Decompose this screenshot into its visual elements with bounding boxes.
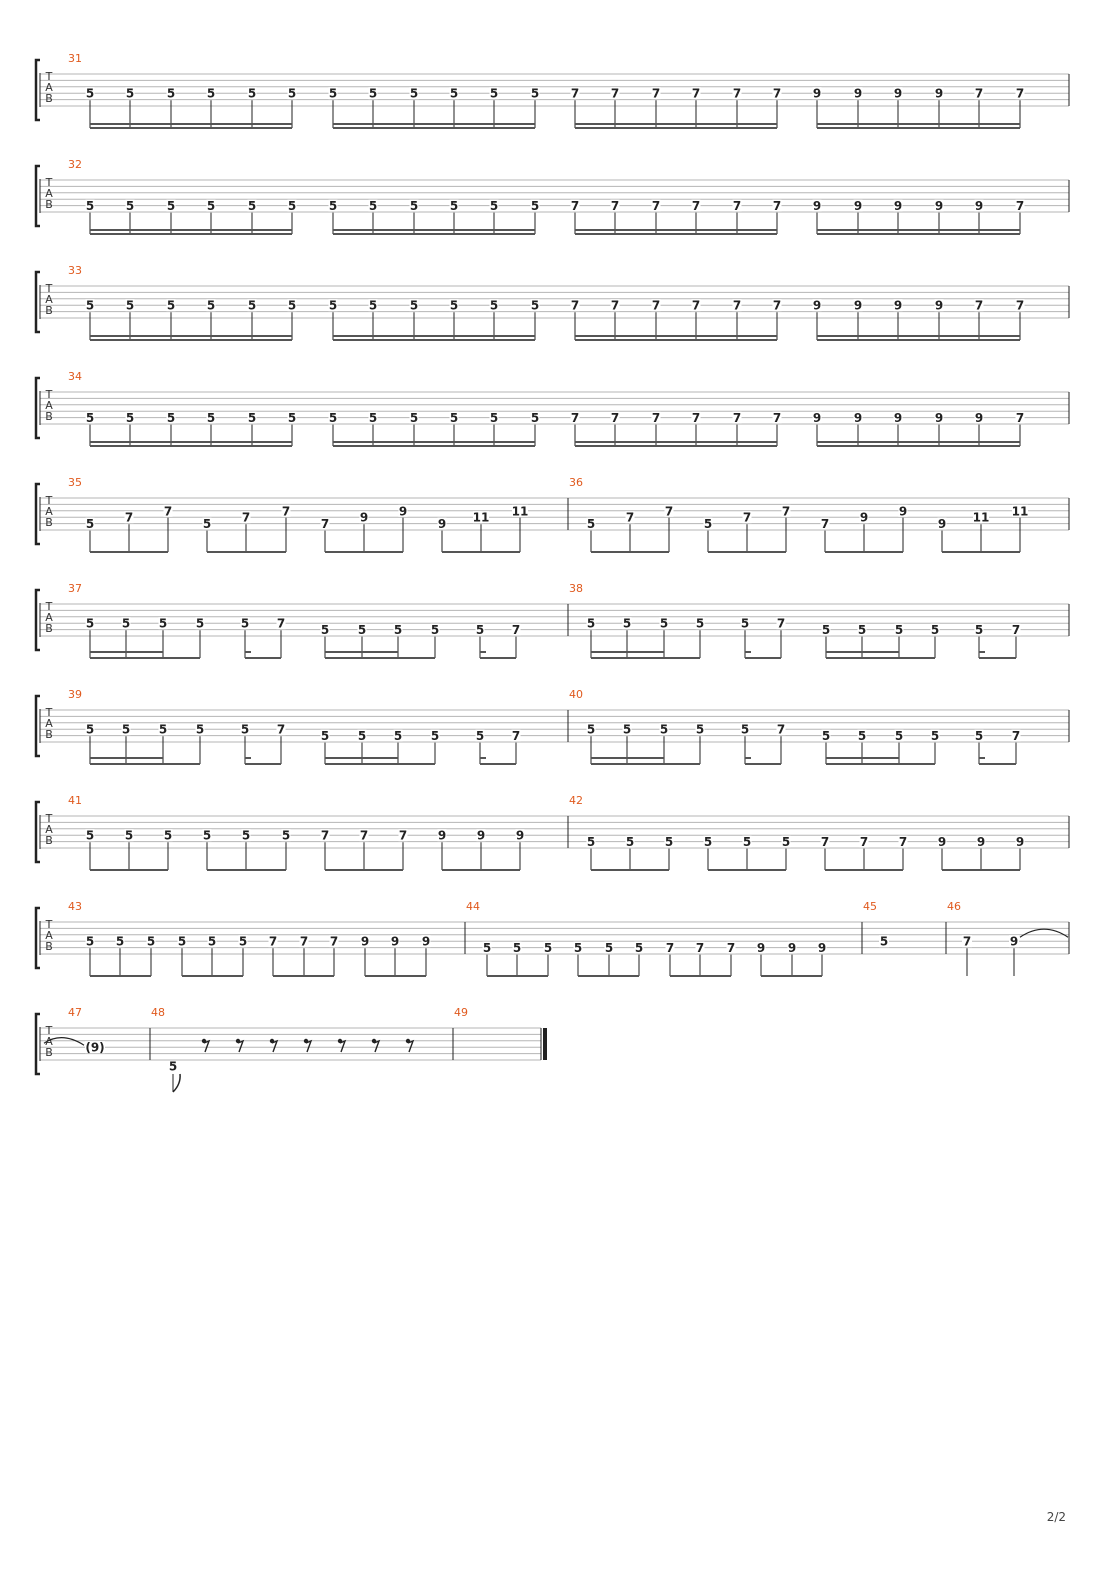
fret-number: 5 xyxy=(281,828,291,843)
fret-number: 9 xyxy=(817,941,827,956)
fret-number: 9 xyxy=(893,86,903,101)
fret-number: 11 xyxy=(1011,504,1029,519)
fret-number: 9 xyxy=(398,504,408,519)
fret-number: 5 xyxy=(489,411,499,426)
tab-clef-letter: B xyxy=(45,516,53,529)
fret-number: 5 xyxy=(287,86,297,101)
measure-number: 31 xyxy=(68,52,82,65)
fret-number: 5 xyxy=(146,934,156,949)
fret-number: 5 xyxy=(368,411,378,426)
eighth-rest-stem xyxy=(272,1041,277,1052)
fret-number: 7 xyxy=(732,199,742,214)
fret-number: 5 xyxy=(247,199,257,214)
fret-number: 5 xyxy=(622,722,632,737)
fret-number: 9 xyxy=(974,411,984,426)
fret-number: 5 xyxy=(695,616,705,631)
fret-number: 5 xyxy=(449,86,459,101)
tie-arc xyxy=(1020,929,1068,937)
fret-number: 5 xyxy=(158,616,168,631)
fret-number: 5 xyxy=(659,616,669,631)
fret-number: 5 xyxy=(930,729,940,744)
eighth-rest-stem xyxy=(204,1041,209,1052)
fret-number: 5 xyxy=(634,941,644,956)
fret-number: 5 xyxy=(530,86,540,101)
fret-number: 5 xyxy=(409,199,419,214)
measure-number: 37 xyxy=(68,582,82,595)
fret-number: 9 xyxy=(1015,835,1025,850)
system-bracket xyxy=(36,378,40,438)
fret-number: 9 xyxy=(476,828,486,843)
fret-number: 5 xyxy=(703,835,713,850)
fret-number: 5 xyxy=(512,941,522,956)
fret-number: 5 xyxy=(586,722,596,737)
fret-number: 5 xyxy=(320,623,330,638)
fret-number: 5 xyxy=(287,411,297,426)
fret-number: 9 xyxy=(812,298,822,313)
fret-number: 9 xyxy=(812,411,822,426)
fret-number: 7 xyxy=(726,941,736,956)
fret-number: 5 xyxy=(430,729,440,744)
fret-number: 7 xyxy=(820,835,830,850)
fret-number: 5 xyxy=(125,199,135,214)
fret-number: 7 xyxy=(732,86,742,101)
fret-number: 5 xyxy=(695,722,705,737)
fret-number: 5 xyxy=(742,835,752,850)
note-flag xyxy=(173,1074,180,1092)
measure-number: 49 xyxy=(454,1006,468,1019)
fret-number: 5 xyxy=(206,298,216,313)
tab-clef-letter: A xyxy=(45,611,53,624)
fret-number: 7 xyxy=(511,623,521,638)
fret-number: 5 xyxy=(393,729,403,744)
fret-number: 7 xyxy=(570,199,580,214)
tab-clef-letter: B xyxy=(45,410,53,423)
fret-number: 5 xyxy=(115,934,125,949)
fret-number: 5 xyxy=(430,623,440,638)
measure-number: 41 xyxy=(68,794,82,807)
fret-number: 5 xyxy=(357,729,367,744)
fret-number: 9 xyxy=(859,510,869,525)
fret-number: 5 xyxy=(930,623,940,638)
fret-number: 5 xyxy=(659,722,669,737)
measure-number: 42 xyxy=(569,794,583,807)
tab-clef-letter: B xyxy=(45,622,53,635)
fret-number: 5 xyxy=(124,828,134,843)
fret-number: 5 xyxy=(166,199,176,214)
tab-clef-letter: A xyxy=(45,1035,53,1048)
fret-number: 5 xyxy=(475,729,485,744)
fret-number: 5 xyxy=(195,722,205,737)
fret-number: 9 xyxy=(853,411,863,426)
fret-number: 7 xyxy=(691,411,701,426)
fret-number: 7 xyxy=(610,298,620,313)
fret-number: 5 xyxy=(409,86,419,101)
system-bracket xyxy=(36,272,40,332)
fret-number: 7 xyxy=(163,504,173,519)
measure-number: 32 xyxy=(68,158,82,171)
fret-number: 5 xyxy=(85,616,95,631)
tab-clef-letter: A xyxy=(45,823,53,836)
fret-number: 5 xyxy=(287,199,297,214)
fret-number: 7 xyxy=(276,722,286,737)
tab-clef-letter: B xyxy=(45,834,53,847)
system-bracket xyxy=(36,166,40,226)
fret-number: 5 xyxy=(974,729,984,744)
fret-number: 7 xyxy=(281,504,291,519)
eighth-rest-stem xyxy=(374,1041,379,1052)
fret-number: 9 xyxy=(812,86,822,101)
fret-number: 9 xyxy=(853,86,863,101)
fret-number: 5 xyxy=(586,835,596,850)
fret-number: 5 xyxy=(202,828,212,843)
fret-number: 7 xyxy=(776,722,786,737)
fret-number: 9 xyxy=(976,835,986,850)
fret-number: 7 xyxy=(776,616,786,631)
fret-number: 5 xyxy=(894,729,904,744)
fret-number: 5 xyxy=(240,616,250,631)
system-bracket xyxy=(36,1014,40,1074)
fret-number: 5 xyxy=(821,623,831,638)
fret-number: 7 xyxy=(691,298,701,313)
eighth-rest-stem xyxy=(340,1041,345,1052)
fret-number: 5 xyxy=(573,941,583,956)
fret-number: 5 xyxy=(530,298,540,313)
fret-number: 7 xyxy=(570,86,580,101)
fret-number: 7 xyxy=(320,828,330,843)
tab-clef-letter: B xyxy=(45,198,53,211)
measure-number: 38 xyxy=(569,582,583,595)
fret-number: 5 xyxy=(85,934,95,949)
fret-number: 7 xyxy=(625,510,635,525)
fret-number: 5 xyxy=(586,616,596,631)
fret-number: 5 xyxy=(740,722,750,737)
fret-number: 5 xyxy=(247,298,257,313)
fret-number: 5 xyxy=(328,86,338,101)
fret-number: 5 xyxy=(168,1059,178,1074)
fret-number: 7 xyxy=(974,86,984,101)
system-bracket xyxy=(36,802,40,862)
fret-number: 5 xyxy=(177,934,187,949)
tab-clef-letter: B xyxy=(45,1046,53,1059)
fret-number: 9 xyxy=(515,828,525,843)
fret-number: 7 xyxy=(651,411,661,426)
fret-number: 5 xyxy=(449,199,459,214)
measure-number: 44 xyxy=(466,900,480,913)
fret-number: 9 xyxy=(934,298,944,313)
measure-number: 43 xyxy=(68,900,82,913)
fret-number: 5 xyxy=(489,199,499,214)
tab-clef-letter: T xyxy=(45,600,53,613)
fret-number: 7 xyxy=(772,199,782,214)
fret-number: 7 xyxy=(610,86,620,101)
fret-number: 11 xyxy=(972,510,990,525)
fret-number: 5 xyxy=(857,623,867,638)
fret-number: 5 xyxy=(287,298,297,313)
fret-number: 5 xyxy=(974,623,984,638)
fret-number: 5 xyxy=(166,411,176,426)
fret-number: 5 xyxy=(622,616,632,631)
measure-number: 35 xyxy=(68,476,82,489)
fret-number: 5 xyxy=(121,616,131,631)
fret-number: 5 xyxy=(125,298,135,313)
fret-number: 5 xyxy=(586,517,596,532)
tab-clef-letter: A xyxy=(45,929,53,942)
fret-number: 9 xyxy=(893,298,903,313)
fret-number: 9 xyxy=(853,298,863,313)
fret-number: 7 xyxy=(742,510,752,525)
fret-number: 7 xyxy=(398,828,408,843)
fret-number: 5 xyxy=(482,941,492,956)
fret-number: 7 xyxy=(664,504,674,519)
fret-number: 5 xyxy=(543,941,553,956)
fret-number: 11 xyxy=(511,504,529,519)
tab-clef-letter: A xyxy=(45,717,53,730)
fret-number: 7 xyxy=(651,298,661,313)
fret-number: 5 xyxy=(328,298,338,313)
measure-number: 39 xyxy=(68,688,82,701)
final-thick-barline xyxy=(543,1028,547,1060)
fret-number: 9 xyxy=(934,86,944,101)
tab-clef-letter: T xyxy=(45,70,53,83)
fret-number: 7 xyxy=(511,729,521,744)
fret-number: 7 xyxy=(781,504,791,519)
fret-number: 7 xyxy=(610,199,620,214)
fret-number: 7 xyxy=(859,835,869,850)
system-bracket xyxy=(36,590,40,650)
fret-number: 5 xyxy=(163,828,173,843)
fret-number: 11 xyxy=(472,510,490,525)
fret-number: 5 xyxy=(368,199,378,214)
fret-number: 7 xyxy=(772,86,782,101)
fret-number: 5 xyxy=(604,941,614,956)
fret-number: 7 xyxy=(241,510,251,525)
page-number: 2/2 xyxy=(1046,1510,1066,1524)
fret-number: 7 xyxy=(1015,199,1025,214)
fret-number: 7 xyxy=(651,86,661,101)
fret-number: 7 xyxy=(974,298,984,313)
fret-number: 5 xyxy=(393,623,403,638)
fret-number: 5 xyxy=(857,729,867,744)
measure-number: 47 xyxy=(68,1006,82,1019)
fret-number: 5 xyxy=(125,411,135,426)
fret-number: 9 xyxy=(390,934,400,949)
fret-number: 5 xyxy=(85,411,95,426)
fret-number: 5 xyxy=(328,411,338,426)
fret-number: 7 xyxy=(962,934,972,949)
fret-number: 5 xyxy=(821,729,831,744)
tab-clef-letter: T xyxy=(45,282,53,295)
tab-clef-letter: T xyxy=(45,176,53,189)
fret-number: 7 xyxy=(124,510,134,525)
fret-number: 7 xyxy=(610,411,620,426)
fret-number: 7 xyxy=(691,199,701,214)
measure-number: 48 xyxy=(151,1006,165,1019)
fret-number: 5 xyxy=(894,623,904,638)
fret-number: 5 xyxy=(703,517,713,532)
tab-clef-letter: B xyxy=(45,728,53,741)
fret-number: 7 xyxy=(276,616,286,631)
fret-number: 5 xyxy=(85,199,95,214)
fret-number: 7 xyxy=(268,934,278,949)
fret-number: 9 xyxy=(934,411,944,426)
measure-number: 45 xyxy=(863,900,877,913)
fret-number: 5 xyxy=(85,517,95,532)
fret-number: 5 xyxy=(328,199,338,214)
fret-number: 5 xyxy=(195,616,205,631)
fret-number: 5 xyxy=(664,835,674,850)
measure-number: 36 xyxy=(569,476,583,489)
system-bracket xyxy=(36,696,40,756)
tab-clef-letter: T xyxy=(45,706,53,719)
tab-clef-letter: T xyxy=(45,494,53,507)
fret-number: 9 xyxy=(421,934,431,949)
tab-clef-letter: A xyxy=(45,399,53,412)
eighth-rest-stem xyxy=(408,1041,413,1052)
fret-number: 5 xyxy=(202,517,212,532)
fret-number: 7 xyxy=(1011,623,1021,638)
fret-number: 5 xyxy=(368,86,378,101)
fret-number: 5 xyxy=(85,86,95,101)
eighth-rest-stem xyxy=(306,1041,311,1052)
fret-number: 5 xyxy=(247,411,257,426)
fret-number: 7 xyxy=(772,298,782,313)
fret-number: 9 xyxy=(893,411,903,426)
measure-number: 33 xyxy=(68,264,82,277)
fret-number: 9 xyxy=(937,835,947,850)
fret-number: 7 xyxy=(732,298,742,313)
fret-number: 9 xyxy=(893,199,903,214)
fret-number: 7 xyxy=(359,828,369,843)
fret-number: 5 xyxy=(409,411,419,426)
fret-number: 5 xyxy=(166,86,176,101)
system-bracket xyxy=(36,484,40,544)
fret-number: 9 xyxy=(359,510,369,525)
fret-number: 5 xyxy=(489,86,499,101)
system-bracket xyxy=(36,60,40,120)
fret-number: 5 xyxy=(240,722,250,737)
fret-number: 5 xyxy=(368,298,378,313)
fret-number: 5 xyxy=(85,298,95,313)
fret-number: 7 xyxy=(651,199,661,214)
fret-number: 9 xyxy=(898,504,908,519)
fret-number: 5 xyxy=(206,411,216,426)
fret-number: 9 xyxy=(853,199,863,214)
fret-number: 5 xyxy=(247,86,257,101)
fret-number: 7 xyxy=(320,517,330,532)
fret-number: 9 xyxy=(937,517,947,532)
tab-clef-letter: T xyxy=(45,812,53,825)
tab-clef-letter: T xyxy=(45,918,53,931)
fret-number: 5 xyxy=(530,411,540,426)
fret-number: 5 xyxy=(207,934,217,949)
fret-number: 7 xyxy=(732,411,742,426)
fret-number: 5 xyxy=(489,298,499,313)
tab-clef-letter: B xyxy=(45,940,53,953)
fret-number: 5 xyxy=(475,623,485,638)
fret-number: 9 xyxy=(974,199,984,214)
fret-number: 5 xyxy=(879,934,889,949)
fret-number: 5 xyxy=(409,298,419,313)
fret-number: (9) xyxy=(85,1040,105,1055)
fret-number: 9 xyxy=(437,517,447,532)
fret-number: 7 xyxy=(695,941,705,956)
fret-number: 9 xyxy=(756,941,766,956)
fret-number: 9 xyxy=(360,934,370,949)
tab-clef-letter: B xyxy=(45,304,53,317)
tab-clef-letter: T xyxy=(45,388,53,401)
fret-number: 9 xyxy=(934,199,944,214)
measure-number: 40 xyxy=(569,688,583,701)
fret-number: 5 xyxy=(320,729,330,744)
fret-number: 5 xyxy=(449,411,459,426)
fret-number: 7 xyxy=(1011,729,1021,744)
fret-number: 7 xyxy=(772,411,782,426)
fret-number: 7 xyxy=(820,517,830,532)
fret-number: 5 xyxy=(625,835,635,850)
fret-number: 5 xyxy=(85,722,95,737)
fret-number: 5 xyxy=(781,835,791,850)
fret-number: 7 xyxy=(665,941,675,956)
fret-number: 9 xyxy=(1009,934,1019,949)
tab-clef-letter: A xyxy=(45,187,53,200)
measure-number: 34 xyxy=(68,370,82,383)
eighth-rest-stem xyxy=(238,1041,243,1052)
measure-number: 46 xyxy=(947,900,961,913)
fret-number: 5 xyxy=(125,86,135,101)
fret-number: 7 xyxy=(570,411,580,426)
fret-number: 7 xyxy=(691,86,701,101)
fret-number: 5 xyxy=(166,298,176,313)
fret-number: 7 xyxy=(1015,86,1025,101)
tab-clef-letter: A xyxy=(45,81,53,94)
fret-number: 9 xyxy=(437,828,447,843)
fret-number: 5 xyxy=(206,86,216,101)
fret-number: 5 xyxy=(449,298,459,313)
fret-number: 9 xyxy=(812,199,822,214)
fret-number: 5 xyxy=(530,199,540,214)
fret-number: 5 xyxy=(206,199,216,214)
fret-number: 7 xyxy=(898,835,908,850)
fret-number: 5 xyxy=(740,616,750,631)
fret-number: 5 xyxy=(158,722,168,737)
system-bracket xyxy=(36,908,40,968)
tab-clef-letter: T xyxy=(45,1024,53,1037)
fret-number: 7 xyxy=(1015,411,1025,426)
fret-number: 9 xyxy=(787,941,797,956)
fret-number: 7 xyxy=(1015,298,1025,313)
tab-clef-letter: A xyxy=(45,505,53,518)
fret-number: 5 xyxy=(85,828,95,843)
tab-clef-letter: A xyxy=(45,293,53,306)
tab-clef-letter: B xyxy=(45,92,53,105)
fret-number: 7 xyxy=(570,298,580,313)
fret-number: 5 xyxy=(241,828,251,843)
fret-number: 5 xyxy=(121,722,131,737)
fret-number: 5 xyxy=(357,623,367,638)
fret-number: 5 xyxy=(238,934,248,949)
fret-number: 7 xyxy=(299,934,309,949)
fret-number: 7 xyxy=(329,934,339,949)
